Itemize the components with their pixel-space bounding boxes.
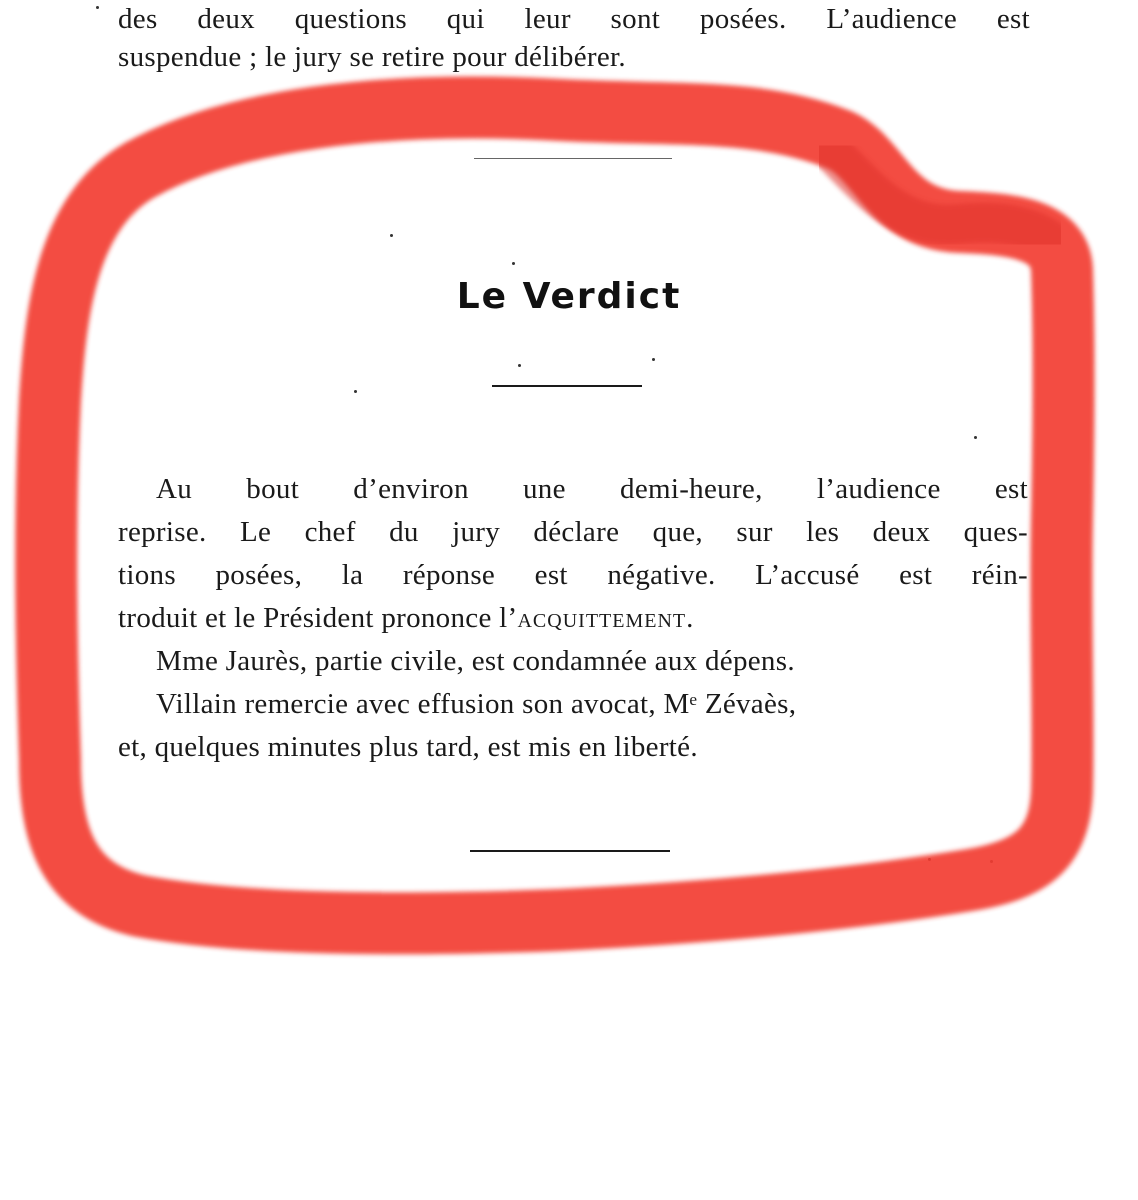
separator-bottom xyxy=(470,850,670,852)
preceding-paragraph xyxy=(118,0,1030,76)
print-speck xyxy=(96,6,99,9)
verdict-line-2: reprise. Le chef du jury déclare que, sur les deux ques- xyxy=(118,516,1028,548)
section-title: Le Verdict xyxy=(456,276,682,317)
verdict-line-7: et, quelques minutes plus tard, est mis en liberté. xyxy=(118,731,698,763)
marker-overlap xyxy=(830,150,1050,240)
print-speck xyxy=(354,390,357,393)
separator-top xyxy=(474,158,672,159)
acquittement-word: acquittement xyxy=(517,602,687,634)
print-speck xyxy=(652,358,655,361)
verdict-line-3: tions posées, la réponse est négative. L’accusé est réin- xyxy=(118,559,1028,591)
verdict-line-6: Villain remercie avec effusion son avocat, Mᵉ Zévaès, xyxy=(156,688,797,720)
print-speck xyxy=(390,234,393,237)
print-speck xyxy=(974,436,977,439)
verdict-line-4-end: . xyxy=(686,602,694,634)
preceding-line-2: suspendue ; le jury se retire pour délibérer. xyxy=(118,41,626,73)
print-speck xyxy=(518,364,521,367)
print-speck xyxy=(990,860,993,863)
preceding-line-1: des deux questions qui leur sont posées. L’audience est xyxy=(118,3,1030,35)
print-speck xyxy=(512,262,515,265)
verdict-line-1: Au bout d’environ une demi-heure, l’audience est xyxy=(156,473,1028,505)
verdict-line-4 xyxy=(118,597,1028,640)
print-speck xyxy=(928,858,931,861)
verdict-line-4-start: troduit et le Président prononce l’ xyxy=(118,602,518,634)
title-underline xyxy=(492,385,642,387)
verdict-paragraph xyxy=(118,468,1028,769)
verdict-line-5: Mme Jaurès, partie civile, est condamnée aux dépens. xyxy=(156,645,795,677)
